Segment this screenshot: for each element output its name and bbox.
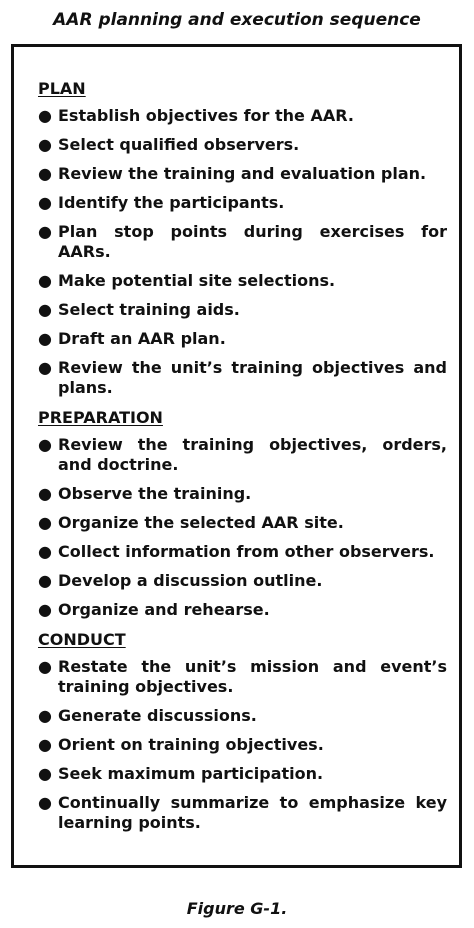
- bullet-icon: ●: [38, 484, 52, 503]
- list-item-text: Observe the training.: [58, 484, 252, 503]
- section-heading: PREPARATION: [38, 408, 163, 427]
- list-item: [38, 571, 447, 591]
- list-item: [38, 657, 447, 697]
- list-item-text: Identify the participants.: [58, 193, 285, 212]
- bullet-icon: ●: [38, 193, 52, 212]
- list-item: [38, 106, 447, 126]
- section-heading: PLAN: [38, 79, 86, 98]
- item-list: [38, 106, 447, 398]
- list-item: [38, 271, 447, 291]
- bullet-icon: ●: [38, 735, 52, 754]
- bullet-icon: ●: [38, 106, 52, 125]
- list-item-text: Establish objectives for the AAR.: [58, 106, 354, 125]
- list-item: [38, 793, 447, 833]
- list-item: [38, 706, 447, 726]
- list-item: [38, 513, 447, 533]
- bullet-icon: ●: [38, 135, 52, 154]
- list-item-text: Restate the unit’s mission and event’s training objectives.: [58, 657, 447, 696]
- section-heading: CONDUCT: [38, 630, 126, 649]
- bullet-icon: ●: [38, 435, 52, 454]
- list-item-text: Review the training objectives, orders, and doctrine.: [58, 435, 447, 474]
- list-item-text: Review the unit’s training objectives and plans.: [58, 358, 447, 397]
- list-item-text: Collect information from other observers.: [58, 542, 435, 561]
- list-item-text: Seek maximum participation.: [58, 764, 324, 783]
- list-item-text: Review the training and evaluation plan.: [58, 164, 427, 183]
- list-item: [38, 164, 447, 184]
- list-item-text: Make potential site selections.: [58, 271, 336, 290]
- bullet-icon: ●: [38, 513, 52, 532]
- bullet-icon: ●: [38, 657, 52, 676]
- bullet-icon: ●: [38, 793, 52, 812]
- list-item: [38, 135, 447, 155]
- list-item-text: Plan stop points during exercises for AARs.: [58, 222, 447, 261]
- list-item: [38, 300, 447, 320]
- list-item: [38, 329, 447, 349]
- list-item-text: Select training aids.: [58, 300, 240, 319]
- list-item-text: Organize the selected AAR site.: [58, 513, 344, 532]
- list-item-text: Continually summarize to emphasize key learning points.: [58, 793, 447, 832]
- bullet-icon: ●: [38, 542, 52, 561]
- page-title: AAR planning and execution sequence: [53, 10, 421, 30]
- bullet-icon: ●: [38, 329, 52, 348]
- list-item: [38, 484, 447, 504]
- list-item: [38, 435, 447, 475]
- item-list: [38, 657, 447, 833]
- list-item-text: Draft an AAR plan.: [58, 329, 226, 348]
- list-item: [38, 600, 447, 620]
- sequence-box: [11, 44, 462, 868]
- bullet-icon: ●: [38, 164, 52, 183]
- list-item: [38, 735, 447, 755]
- list-item-text: Organize and rehearse.: [58, 600, 270, 619]
- bullet-icon: ●: [38, 300, 52, 319]
- list-item-text: Select qualified observers.: [58, 135, 300, 154]
- bullet-icon: ●: [38, 358, 52, 377]
- bullet-icon: ●: [38, 571, 52, 590]
- list-item: [38, 222, 447, 262]
- section-conduct: [38, 630, 447, 833]
- bullet-icon: ●: [38, 222, 52, 241]
- bullet-icon: ●: [38, 706, 52, 725]
- sequence-content: [14, 47, 459, 833]
- item-list: [38, 435, 447, 620]
- list-item-text: Orient on training objectives.: [58, 735, 324, 754]
- bullet-icon: ●: [38, 600, 52, 619]
- list-item-text: Generate discussions.: [58, 706, 257, 725]
- figure-caption: Figure G-1.: [186, 899, 288, 918]
- list-item-text: Develop a discussion outline.: [58, 571, 323, 590]
- section-plan: [38, 79, 447, 398]
- bullet-icon: ●: [38, 764, 52, 783]
- list-item: [38, 193, 447, 213]
- list-item: [38, 358, 447, 398]
- list-item: [38, 764, 447, 784]
- list-item: [38, 542, 447, 562]
- bullet-icon: ●: [38, 271, 52, 290]
- section-preparation: [38, 408, 447, 620]
